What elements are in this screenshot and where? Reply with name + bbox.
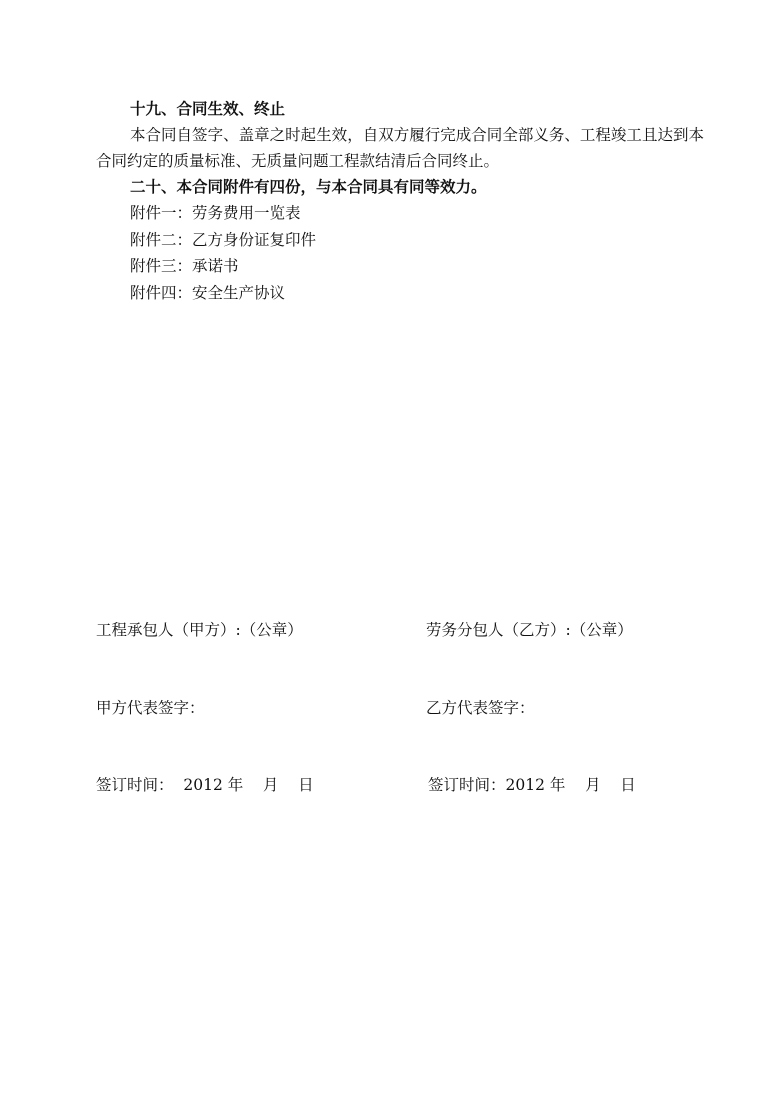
attachment-item: 附件四：安全生产协议 <box>130 284 286 302</box>
party-b-representative-signature-label: 乙方代表签字： <box>426 699 535 717</box>
section-20-heading: 二十、本合同附件有四份，与本合同具有同等效力。 <box>130 177 487 196</box>
section-19-heading: 十九、合同生效、终止 <box>130 99 286 118</box>
attachment-item: 附件二：乙方身份证复印件 <box>130 231 317 249</box>
party-a-representative-signature-label: 甲方代表签字： <box>96 699 205 717</box>
attachment-item: 附件一：劳务费用一览表 <box>130 204 301 222</box>
party-b-seal-label: 劳务分包人（乙方）:（公章） <box>426 621 633 639</box>
party-a-signing-date: 签订时间： 2012 年 月 日 <box>96 776 314 794</box>
section-19-body-line-1: 本合同自签字、盖章之时起生效，自双方履行完成合同全部义务、工程竣工且达到本 <box>130 126 704 144</box>
section-19-body-line-2: 合同约定的质量标准、无质量问题工程款结清后合同终止。 <box>96 152 500 170</box>
party-b-signing-date: 签订时间：2012 年 月 日 <box>428 776 636 794</box>
party-a-seal-label: 工程承包人（甲方）:（公章） <box>96 621 303 639</box>
attachment-item: 附件三：承诺书 <box>130 257 239 275</box>
